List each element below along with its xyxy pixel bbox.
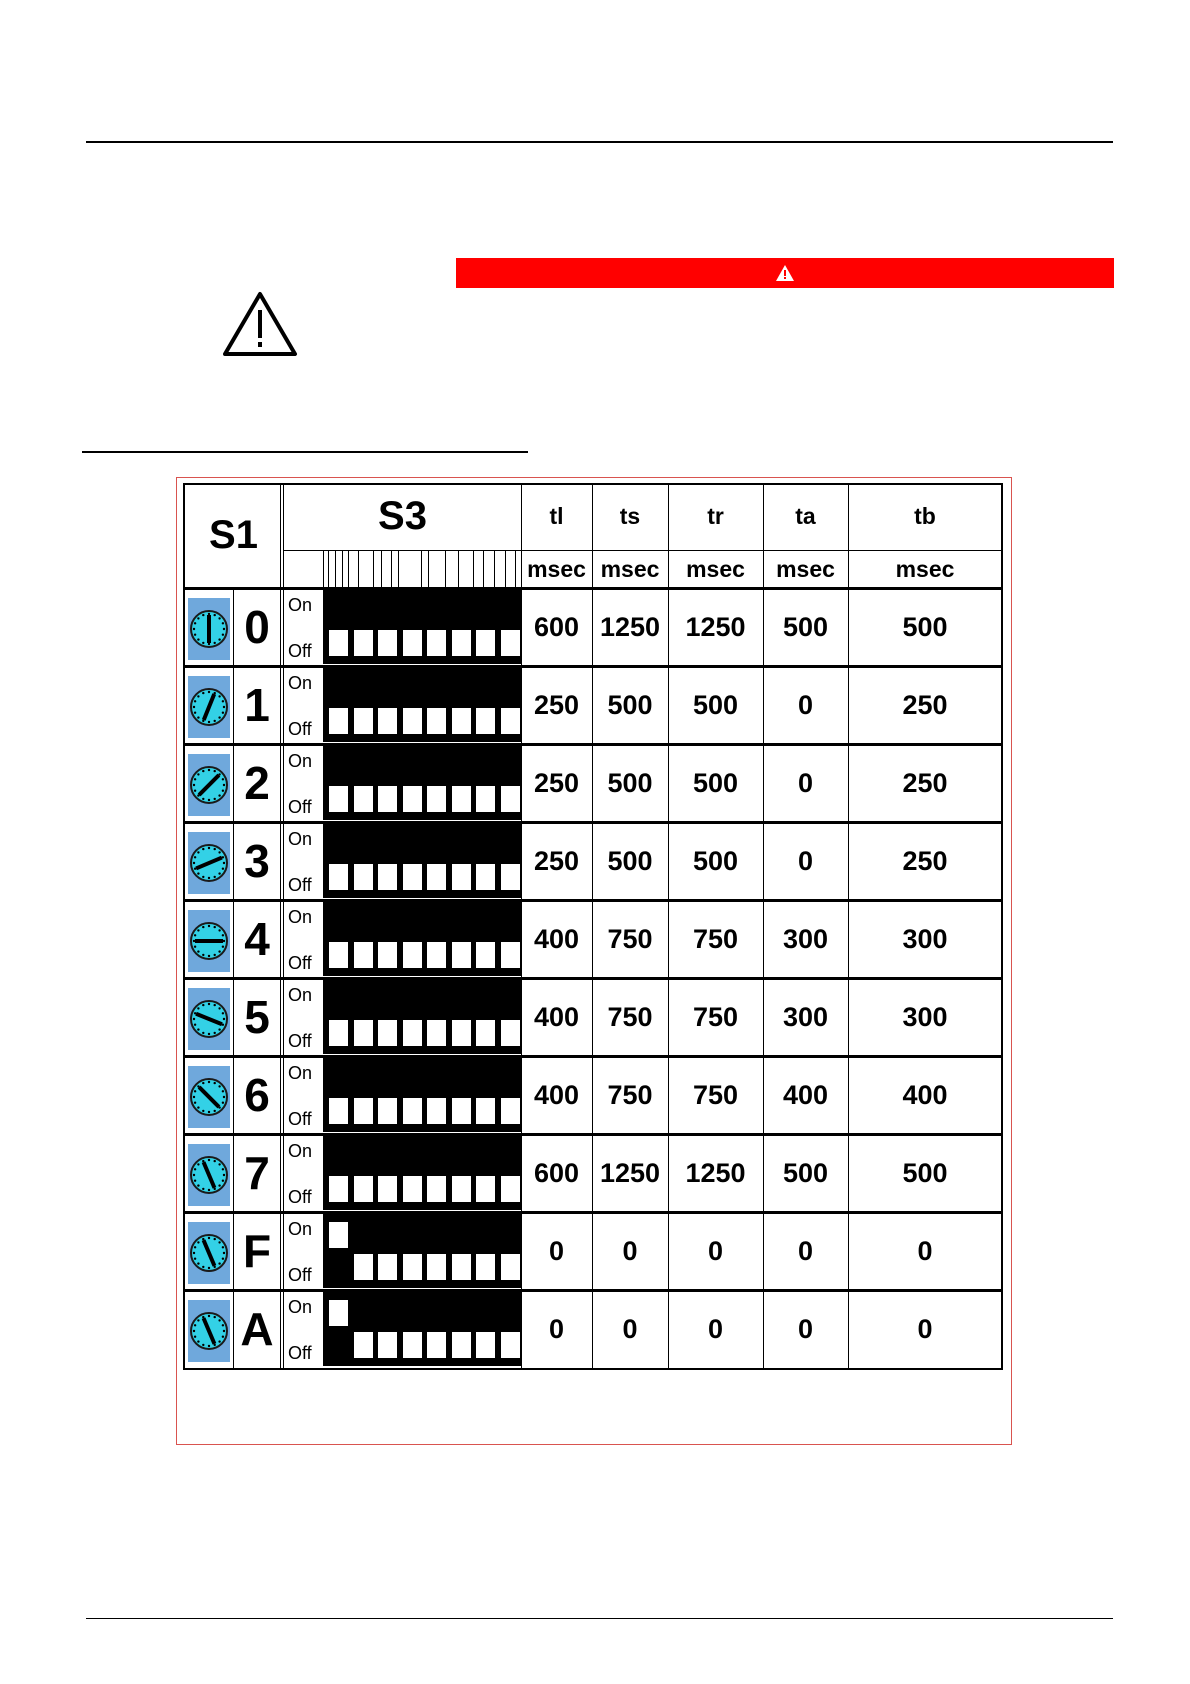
off-label: Off xyxy=(288,1031,312,1051)
dip-switch-lever xyxy=(354,630,373,656)
dip-switch-lever xyxy=(354,942,373,968)
section-rule xyxy=(82,451,528,453)
value-ta: 0 xyxy=(797,1313,814,1344)
value-tl: 250 xyxy=(533,767,580,798)
dip-switch-lever xyxy=(354,1332,373,1358)
s3-comb-line xyxy=(323,550,324,588)
dial-icon xyxy=(189,1311,229,1351)
header-unit: msec xyxy=(600,555,660,582)
s3-comb-line xyxy=(445,550,446,588)
value-tl: 400 xyxy=(533,1001,580,1032)
row-divider xyxy=(280,1212,281,1290)
dip-switch-lever xyxy=(378,864,397,890)
dip-switch-lever xyxy=(452,942,471,968)
switch-code: 4 xyxy=(244,913,270,965)
top-rule xyxy=(86,141,1113,143)
on-off-labels xyxy=(284,822,323,900)
on-off-labels xyxy=(284,900,323,978)
dip-switch-lever xyxy=(476,630,495,656)
rotary-switch-icon xyxy=(188,1144,230,1206)
warning-small-icon xyxy=(775,264,795,282)
dip-switch-lever xyxy=(501,708,520,734)
dip-switch-lever xyxy=(403,942,422,968)
dip-switch-lever xyxy=(403,1020,422,1046)
value-ts: 500 xyxy=(607,689,653,720)
table-border-left xyxy=(183,483,185,1370)
dial-icon xyxy=(189,765,229,805)
header-tr: tr xyxy=(707,503,724,529)
off-label: Off xyxy=(288,1265,312,1285)
dial-icon xyxy=(189,1233,229,1273)
on-label: On xyxy=(288,751,313,771)
value-tr: 750 xyxy=(692,1079,739,1110)
on-off-labels xyxy=(284,978,323,1056)
off-label: Off xyxy=(288,953,312,973)
rotary-switch-icon xyxy=(188,754,230,816)
s3-comb-line xyxy=(483,550,484,588)
value-tl: 400 xyxy=(533,923,580,954)
s3-comb-line xyxy=(381,550,382,588)
value-tb: 250 xyxy=(902,689,948,720)
off-label: Off xyxy=(288,1187,312,1207)
dip-switch-lever xyxy=(501,1254,520,1280)
dial-icon xyxy=(189,843,229,883)
value-tb: 500 xyxy=(902,1157,948,1188)
s3-comb-line xyxy=(428,550,429,588)
value-ts: 1250 xyxy=(599,611,661,642)
value-ta: 400 xyxy=(782,1079,829,1110)
dip-switch-bank xyxy=(323,668,521,742)
header-unit: msec xyxy=(527,555,586,582)
on-label: On xyxy=(288,1219,313,1239)
value-ta: 0 xyxy=(797,845,814,876)
dial-icon xyxy=(189,687,229,727)
dial-icon xyxy=(189,1155,229,1195)
dip-switch-lever xyxy=(452,630,471,656)
value-ts: 500 xyxy=(607,767,653,798)
value-ta: 0 xyxy=(797,689,814,720)
dip-switch-lever xyxy=(476,1020,495,1046)
value-tb: 0 xyxy=(917,1313,933,1344)
dip-switch-bank xyxy=(323,1136,521,1210)
s3-comb-line xyxy=(373,550,374,588)
switch-code: 0 xyxy=(244,601,270,653)
header-s3: S3 xyxy=(378,494,427,538)
row-divider xyxy=(280,900,281,978)
switch-code: 2 xyxy=(244,757,270,809)
on-label: On xyxy=(288,1297,313,1317)
value-tr: 0 xyxy=(707,1313,724,1344)
switch-code: F xyxy=(242,1225,272,1277)
dip-switch-lever xyxy=(476,1176,495,1202)
dip-switch-lever xyxy=(427,1176,446,1202)
bottom-rule xyxy=(86,1618,1113,1619)
switch-code: A xyxy=(240,1303,274,1355)
on-label: On xyxy=(288,1141,313,1161)
dip-switch-lever xyxy=(452,708,471,734)
value-tb: 500 xyxy=(902,611,948,642)
rotary-switch-icon xyxy=(188,598,230,660)
dip-switch-lever xyxy=(427,630,446,656)
value-ta: 0 xyxy=(797,1235,814,1266)
on-off-labels xyxy=(284,1056,323,1134)
dial-icon xyxy=(189,609,229,649)
value-tr: 750 xyxy=(692,1001,739,1032)
switch-code: 1 xyxy=(244,679,270,731)
dip-switch-lever xyxy=(501,1098,520,1124)
on-off-labels xyxy=(284,666,323,744)
dip-switch-lever xyxy=(427,1098,446,1124)
row-divider xyxy=(280,1134,281,1212)
timing-table-frame xyxy=(176,477,1012,1445)
row-divider xyxy=(280,588,281,666)
s3-comb-line xyxy=(505,550,506,588)
s3-comb-line xyxy=(515,550,516,588)
s3-comb-line xyxy=(328,550,329,588)
value-tr: 500 xyxy=(692,689,739,720)
dip-switch-lever xyxy=(452,1176,471,1202)
dip-switch-lever xyxy=(329,1176,348,1202)
s3-comb-line xyxy=(342,550,343,588)
dial-icon xyxy=(189,1077,229,1117)
header-divider xyxy=(284,550,521,551)
dip-switch-lever xyxy=(378,942,397,968)
off-label: Off xyxy=(288,719,312,739)
row-divider xyxy=(280,666,281,744)
s3-comb-line xyxy=(494,550,495,588)
dip-switch-lever xyxy=(476,1098,495,1124)
dip-switch-lever xyxy=(476,942,495,968)
dip-switch-lever xyxy=(378,1176,397,1202)
on-label: On xyxy=(288,673,313,693)
on-label: On xyxy=(288,829,313,849)
row-divider xyxy=(280,822,281,900)
value-tb: 300 xyxy=(902,1001,948,1032)
rotary-switch-icon xyxy=(188,1222,230,1284)
dip-switch-lever xyxy=(329,864,348,890)
dip-switch-lever xyxy=(329,708,348,734)
on-off-labels xyxy=(284,1134,323,1212)
dip-switch-lever xyxy=(452,786,471,812)
dip-switch-bank xyxy=(323,902,521,976)
table-border-bottom xyxy=(183,1368,1003,1370)
dip-switch-lever xyxy=(378,1098,397,1124)
dip-switch-lever xyxy=(501,942,520,968)
dip-switch-lever xyxy=(354,708,373,734)
value-tl: 600 xyxy=(533,1157,580,1188)
value-ts: 750 xyxy=(607,1001,653,1032)
off-label: Off xyxy=(288,1343,312,1363)
dip-switch-lever xyxy=(427,864,446,890)
value-ts: 750 xyxy=(607,923,653,954)
value-tr: 1250 xyxy=(685,611,746,642)
value-ts: 750 xyxy=(607,1079,653,1110)
dip-switch-lever xyxy=(476,708,495,734)
dip-switch-lever xyxy=(329,1020,348,1046)
rotary-switch-icon xyxy=(188,1300,230,1362)
dip-switch-lever xyxy=(476,864,495,890)
dip-switch-lever xyxy=(403,630,422,656)
on-off-labels xyxy=(284,588,323,666)
value-tb: 250 xyxy=(902,767,948,798)
value-ta: 300 xyxy=(782,1001,829,1032)
value-tl: 600 xyxy=(533,611,580,642)
value-tl: 250 xyxy=(533,845,580,876)
dip-switch-lever xyxy=(427,1020,446,1046)
on-off-labels xyxy=(284,1290,323,1368)
dip-switch-lever xyxy=(378,1020,397,1046)
header-tb: tb xyxy=(914,503,936,529)
s3-comb-line xyxy=(358,550,359,588)
dip-switch-lever xyxy=(476,1254,495,1280)
value-tr: 500 xyxy=(692,845,739,876)
dip-switch-lever xyxy=(403,1332,422,1358)
value-tl: 0 xyxy=(548,1235,565,1266)
dip-switch-lever xyxy=(354,1098,373,1124)
s3-comb-line xyxy=(473,550,474,588)
row-divider xyxy=(280,1056,281,1134)
dip-switch-bank xyxy=(323,1058,521,1132)
dip-switch-lever xyxy=(452,1020,471,1046)
s3-comb-line xyxy=(458,550,459,588)
dip-switch-lever xyxy=(378,708,397,734)
dip-switch-lever xyxy=(452,864,471,890)
dip-switch-lever xyxy=(378,630,397,656)
header-tl: tl xyxy=(549,503,564,529)
value-ts: 0 xyxy=(622,1235,638,1266)
rotary-switch-icon xyxy=(188,832,230,894)
dip-switch-lever xyxy=(501,1332,520,1358)
value-ta: 0 xyxy=(797,767,814,798)
value-tb: 0 xyxy=(917,1235,933,1266)
dip-switch-lever xyxy=(403,1176,422,1202)
value-tl: 400 xyxy=(533,1079,580,1110)
value-tr: 0 xyxy=(707,1235,724,1266)
dip-switch-lever xyxy=(427,1254,446,1280)
dip-switch-lever xyxy=(501,864,520,890)
dip-switch-lever xyxy=(476,786,495,812)
dip-switch-lever xyxy=(501,630,520,656)
dip-switch-lever xyxy=(501,1020,520,1046)
dip-switch-lever xyxy=(501,1176,520,1202)
row-divider xyxy=(280,744,281,822)
dip-switch-lever xyxy=(427,786,446,812)
dip-switch-bank xyxy=(323,980,521,1054)
dip-switch-lever xyxy=(329,1098,348,1124)
value-tl: 0 xyxy=(548,1313,565,1344)
value-tr: 500 xyxy=(692,767,739,798)
s3-comb-line xyxy=(421,550,422,588)
switch-code: 5 xyxy=(244,991,270,1043)
off-label: Off xyxy=(288,797,312,817)
dip-switch-lever xyxy=(427,1332,446,1358)
dip-switch-lever xyxy=(427,942,446,968)
switch-code: 6 xyxy=(244,1069,270,1121)
value-tb: 250 xyxy=(902,845,948,876)
dip-switch-lever xyxy=(354,1254,373,1280)
dip-switch-lever xyxy=(452,1254,471,1280)
on-label: On xyxy=(288,595,313,615)
header-ts: ts xyxy=(619,503,641,529)
rotary-switch-icon xyxy=(188,676,230,738)
header-ta: ta xyxy=(795,503,816,529)
dip-switch-lever xyxy=(403,786,422,812)
header-unit: msec xyxy=(686,555,745,582)
dip-switch-lever xyxy=(329,786,348,812)
dip-switch-lever xyxy=(476,1332,495,1358)
dial-icon xyxy=(189,921,229,961)
dip-switch-lever xyxy=(501,786,520,812)
row-divider xyxy=(280,978,281,1056)
row-divider xyxy=(280,1290,281,1368)
on-label: On xyxy=(288,985,313,1005)
value-ta: 300 xyxy=(782,923,829,954)
on-off-labels xyxy=(284,744,323,822)
s3-comb-line xyxy=(398,550,399,588)
dial-icon xyxy=(189,999,229,1039)
value-tb: 400 xyxy=(902,1079,948,1110)
header-unit: msec xyxy=(776,555,835,582)
dip-switch-lever xyxy=(452,1098,471,1124)
dip-switch-lever xyxy=(378,1254,397,1280)
warning-triangle-icon xyxy=(222,290,298,358)
dip-switch-bank xyxy=(323,1292,521,1366)
value-ts: 500 xyxy=(607,845,653,876)
rotary-switch-icon xyxy=(188,1066,230,1128)
dip-switch-lever xyxy=(329,1300,348,1326)
dip-switch-bank xyxy=(323,746,521,820)
value-ta: 500 xyxy=(782,611,829,642)
s3-comb-line xyxy=(348,550,349,588)
s3-comb-line xyxy=(391,550,392,588)
dip-switch-bank xyxy=(323,824,521,898)
dip-switch-bank xyxy=(323,1214,521,1288)
value-ts: 1250 xyxy=(599,1157,661,1188)
on-label: On xyxy=(288,1063,313,1083)
dip-switch-lever xyxy=(329,630,348,656)
value-ts: 0 xyxy=(622,1313,638,1344)
dip-switch-lever xyxy=(354,1020,373,1046)
off-label: Off xyxy=(288,875,312,895)
off-label: Off xyxy=(288,1109,312,1129)
on-off-labels xyxy=(284,1212,323,1290)
value-tr: 1250 xyxy=(685,1157,746,1188)
dip-switch-lever xyxy=(378,1332,397,1358)
dip-switch-lever xyxy=(403,864,422,890)
switch-code: 3 xyxy=(244,835,270,887)
dip-switch-lever xyxy=(427,708,446,734)
dip-switch-lever xyxy=(329,1222,348,1248)
rotary-switch-icon xyxy=(188,910,230,972)
dip-switch-lever xyxy=(403,1098,422,1124)
value-ta: 500 xyxy=(782,1157,829,1188)
switch-code: 7 xyxy=(244,1147,270,1199)
dip-switch-lever xyxy=(378,786,397,812)
rotary-switch-icon xyxy=(188,988,230,1050)
timing-table xyxy=(183,483,1003,1439)
s3-comb-line xyxy=(335,550,336,588)
header-divider xyxy=(280,483,281,588)
dip-switch-lever xyxy=(354,786,373,812)
value-tr: 750 xyxy=(692,923,739,954)
value-tb: 300 xyxy=(902,923,948,954)
on-label: On xyxy=(288,907,313,927)
dip-switch-lever xyxy=(354,864,373,890)
dip-switch-lever xyxy=(403,1254,422,1280)
value-tl: 250 xyxy=(533,689,580,720)
dip-switch-lever xyxy=(403,708,422,734)
header-unit: msec xyxy=(895,555,955,582)
dip-switch-bank xyxy=(323,590,521,664)
warning-banner xyxy=(456,258,1114,288)
header-s1: S1 xyxy=(209,513,258,557)
dip-switch-lever xyxy=(329,942,348,968)
off-label: Off xyxy=(288,641,312,661)
dip-switch-lever xyxy=(452,1332,471,1358)
dip-switch-lever xyxy=(354,1176,373,1202)
